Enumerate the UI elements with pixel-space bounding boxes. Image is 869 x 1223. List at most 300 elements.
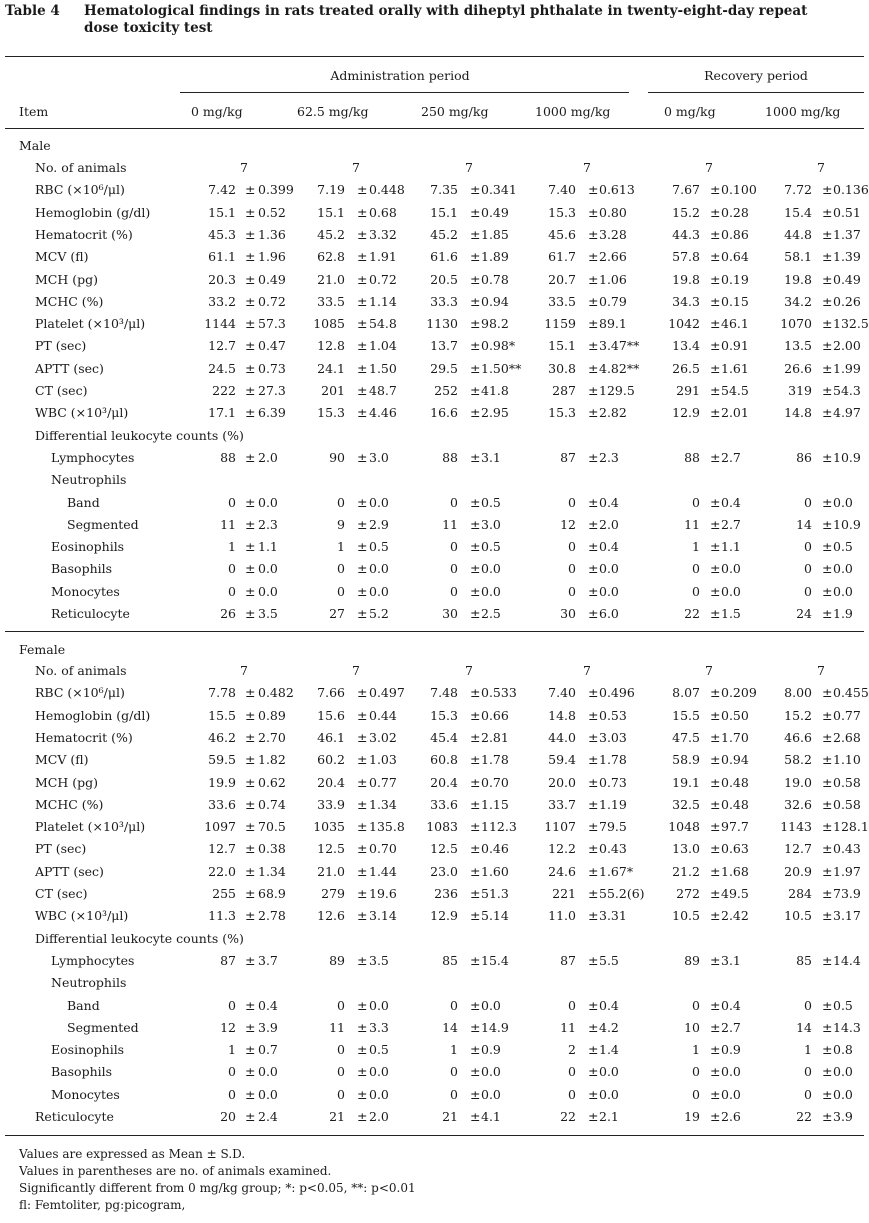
plus-minus-sign: ±: [588, 774, 599, 790]
mean-value: 61.7: [548, 249, 576, 265]
plus-minus-sign: ±: [710, 271, 721, 287]
mean-value: 88: [220, 449, 236, 465]
mean-value: 21: [329, 1109, 345, 1124]
plus-minus-sign: ±: [588, 539, 599, 555]
sd-number: 4.82: [599, 360, 627, 376]
mean-value: 20.0: [548, 774, 576, 790]
row-label: MCHC (%): [35, 293, 104, 309]
mean-value: 1: [692, 539, 700, 555]
table-row: [0, 908, 865, 930]
mean-value: 14.8: [548, 707, 576, 723]
sd-value: [833, 1064, 853, 1079]
row-label: Band: [67, 997, 100, 1013]
sd-number: 0.0: [481, 583, 501, 599]
sd-number: 2.0: [369, 1109, 389, 1124]
sd-value: [599, 1042, 619, 1057]
sd-value: [369, 1042, 389, 1057]
sd-value: [481, 730, 509, 745]
sd-number: 0.86: [721, 226, 749, 242]
sd-number: 49.5: [721, 886, 749, 901]
sd-value: [369, 361, 397, 376]
mean-value: 0: [450, 494, 458, 510]
sd-number: 1.44: [369, 863, 397, 879]
sd-value: [369, 908, 397, 923]
table-row: [0, 584, 865, 606]
plus-minus-sign: ±: [588, 1109, 599, 1124]
footnote: Values in parentheses are no. of animals examined.: [19, 1164, 332, 1178]
mean-value: 85: [442, 952, 458, 968]
plus-minus-sign: ±: [357, 226, 368, 242]
plus-minus-sign: ±: [710, 796, 721, 812]
plus-minus-sign: ±: [588, 819, 599, 835]
sd-value: [721, 561, 741, 576]
plus-minus-sign: ±: [822, 271, 833, 287]
mean-value: 34.2: [784, 293, 812, 309]
table-row: [0, 517, 865, 539]
mean-value: 12.7: [208, 841, 236, 857]
row-label: Monocytes: [51, 583, 120, 599]
mean-value: 13.0: [672, 841, 700, 857]
sd-value: [481, 708, 509, 723]
sd-value: [721, 1064, 741, 1079]
sd-number: 1.14: [369, 293, 397, 309]
mean-value: 12: [220, 1019, 236, 1035]
sd-value: [721, 1109, 741, 1124]
mean-value: 7: [352, 663, 360, 678]
mean-value: 0: [568, 1064, 576, 1080]
plus-minus-sign: ±: [588, 271, 599, 287]
plus-minus-sign: ±: [245, 1064, 256, 1080]
plus-minus-sign: ±: [710, 886, 721, 901]
sd-number: 48.7: [369, 383, 397, 398]
footnote: Significantly different from 0 mg/kg group; *: p<0.05, **: p<0.01: [19, 1181, 416, 1195]
item-column-header: Item: [19, 104, 49, 119]
table-row: [0, 361, 865, 383]
mean-value: 19.8: [672, 271, 700, 287]
row-label: Segmented: [67, 516, 139, 532]
sd-value: [721, 272, 749, 287]
mean-value: 19.8: [784, 271, 812, 287]
table-row: [0, 450, 865, 472]
sd-value: [833, 539, 853, 554]
sd-value: [833, 908, 861, 923]
sd-value: [481, 405, 509, 420]
sd-number: 0.48: [721, 796, 749, 812]
sd-number: 0.0: [833, 494, 853, 510]
plus-minus-sign: ±: [822, 561, 833, 577]
plus-minus-sign: ±: [245, 841, 256, 857]
sd-number: 1.04: [369, 338, 397, 354]
sd-number: 0.19: [721, 271, 749, 287]
sd-value: [369, 864, 397, 879]
mean-value: 15.6: [317, 707, 345, 723]
plus-minus-sign: ±: [357, 841, 368, 857]
plus-minus-sign: ±: [710, 1109, 721, 1124]
mean-value: 15.3: [548, 204, 576, 220]
mean-value: 7.35: [430, 182, 458, 198]
sd-number: 0.0: [369, 561, 389, 577]
table-row: [0, 663, 865, 685]
sd-value: [833, 249, 861, 264]
sd-number: 3.9: [258, 1019, 278, 1035]
sd-number: 4.97: [833, 405, 861, 421]
mean-value: 26.6: [784, 360, 812, 376]
sd-value: [599, 249, 627, 264]
col-header-admin-1000: 1000 mg/kg: [535, 104, 611, 119]
sd-value: [833, 841, 861, 856]
sd-value: [721, 205, 749, 220]
table-row: [0, 539, 865, 561]
sd-value: [481, 841, 509, 856]
sd-value: [481, 998, 501, 1013]
sd-number: 0.89: [258, 707, 286, 723]
plus-minus-sign: ±: [710, 606, 721, 621]
mean-value: 0: [228, 583, 236, 599]
sd-value: [369, 450, 389, 465]
plus-minus-sign: ±: [710, 841, 721, 857]
sd-number: 0.72: [258, 293, 286, 309]
mean-value: 58.9: [672, 752, 700, 768]
mean-value: 0: [228, 1086, 236, 1102]
table-row: [0, 472, 865, 494]
female-section-title: [0, 642, 865, 664]
mean-value: 15.5: [672, 707, 700, 723]
mean-value: 21: [442, 1109, 458, 1124]
sd-number: 1.19: [599, 796, 627, 812]
plus-minus-sign: ±: [245, 293, 256, 309]
sd-value: [258, 1064, 278, 1079]
mean-value: 1: [804, 1042, 812, 1058]
table-row: [0, 272, 865, 294]
table-row: [0, 294, 865, 316]
mean-value: 7: [240, 663, 248, 678]
sd-value: [721, 708, 749, 723]
sd-number: 0.4: [599, 997, 619, 1013]
mean-value: 7: [240, 160, 248, 175]
sd-number: 3.31: [599, 908, 627, 924]
mean-value: 89: [329, 952, 345, 968]
table-row: [0, 1087, 865, 1109]
plus-minus-sign: ±: [822, 774, 833, 790]
sd-value: [258, 864, 286, 879]
sd-number: 10.9: [833, 516, 861, 532]
sd-value: [481, 338, 515, 353]
sd-number: 0.70: [369, 841, 397, 857]
sd-value: [833, 1042, 853, 1057]
sd-value: [599, 606, 619, 621]
sd-value: [369, 1020, 389, 1035]
sd-value: [599, 1020, 619, 1035]
sd-number: 54.8: [369, 316, 397, 332]
sd-value: [481, 1042, 501, 1057]
row-label: CT (sec): [35, 383, 88, 398]
sd-value: [833, 294, 861, 309]
plus-minus-sign: ±: [822, 729, 833, 745]
sd-number: 5.5: [599, 952, 619, 968]
sd-value: [721, 338, 749, 353]
sd-number: 0.52: [258, 204, 286, 220]
table-row: [0, 227, 865, 249]
sd-value: [258, 405, 286, 420]
sd-number: 1.50: [481, 360, 509, 376]
sd-number: 0.28: [721, 204, 749, 220]
plus-minus-sign: ±: [470, 249, 481, 265]
sd-number: 2.7: [721, 1019, 741, 1035]
plus-minus-sign: ±: [822, 819, 833, 835]
mean-value: 24.6: [548, 863, 576, 879]
mean-value: 1070: [780, 316, 812, 332]
mean-value: 11.3: [208, 908, 236, 924]
mean-value: 27: [329, 606, 345, 621]
plus-minus-sign: ±: [357, 997, 368, 1013]
mean-value: 0: [692, 1086, 700, 1102]
mean-value: 236: [434, 886, 458, 901]
row-label: MCH (pg): [35, 774, 98, 790]
plus-minus-sign: ±: [357, 405, 368, 421]
sd-value: [258, 383, 286, 398]
sd-number: 10.9: [833, 449, 861, 465]
plus-minus-sign: ±: [470, 316, 481, 332]
sd-value: [721, 685, 757, 700]
sd-number: 5.14: [481, 908, 509, 924]
plus-minus-sign: ±: [245, 685, 256, 701]
plus-minus-sign: ±: [245, 952, 256, 968]
mean-value: 20.3: [208, 271, 236, 287]
mean-value: 46.2: [208, 729, 236, 745]
sd-number: 3.3: [369, 1019, 389, 1035]
plus-minus-sign: ±: [470, 1042, 481, 1058]
sd-value: [721, 998, 741, 1013]
sd-value: [833, 361, 861, 376]
table-row: [0, 1109, 865, 1131]
significance-marker: **: [626, 338, 640, 354]
table-row: [0, 338, 865, 360]
plus-minus-sign: ±: [470, 886, 481, 901]
mean-value: 58.1: [784, 249, 812, 265]
mean-value: 61.1: [208, 249, 236, 265]
table-row: [0, 998, 865, 1020]
sd-value: [599, 294, 627, 309]
mean-value: 33.7: [548, 796, 576, 812]
mean-value: 1: [450, 1042, 458, 1058]
plus-minus-sign: ±: [710, 774, 721, 790]
sd-value: [258, 886, 286, 901]
sd-number: 0.53: [599, 707, 627, 723]
plus-minus-sign: ±: [710, 293, 721, 309]
sd-value: [481, 272, 509, 287]
table-row: [0, 1020, 865, 1042]
sd-number: 1.68: [721, 863, 749, 879]
sd-value: [369, 584, 389, 599]
plus-minus-sign: ±: [710, 685, 721, 701]
row-label: MCV (fl): [35, 249, 89, 265]
sd-value: [833, 182, 869, 197]
plus-minus-sign: ±: [470, 819, 481, 835]
plus-minus-sign: ±: [357, 316, 368, 332]
sd-value: [258, 539, 278, 554]
table-row: [0, 931, 865, 953]
mean-value: 0: [804, 539, 812, 555]
plus-minus-sign: ±: [245, 774, 256, 790]
sd-value: [369, 383, 397, 398]
sd-value: [599, 495, 619, 510]
sd-value: [721, 383, 749, 398]
sd-number: 0.49: [481, 204, 509, 220]
sd-number: 0.0: [258, 583, 278, 599]
mean-value: 45.2: [430, 226, 458, 242]
sd-number: 1.37: [833, 226, 861, 242]
mean-value: 0: [568, 561, 576, 577]
table-row: [0, 561, 865, 583]
mean-value: 0: [692, 997, 700, 1013]
mean-value: 30: [560, 606, 576, 621]
mean-value: 0: [337, 494, 345, 510]
plus-minus-sign: ±: [588, 293, 599, 309]
footnote: fl: Femtoliter, pg:picogram,: [19, 1198, 186, 1212]
plus-minus-sign: ±: [357, 204, 368, 220]
sd-number: 1.82: [258, 752, 286, 768]
table-row: [0, 428, 865, 450]
sd-number: 0.100: [721, 182, 757, 198]
plus-minus-sign: ±: [357, 908, 368, 924]
plus-minus-sign: ±: [588, 383, 599, 398]
sd-number: 0.5: [481, 539, 501, 555]
sd-value: [721, 539, 741, 554]
mean-value: 60.8: [430, 752, 458, 768]
table-row: [0, 685, 869, 707]
mean-value: 0: [450, 1064, 458, 1080]
mean-value: 0: [568, 494, 576, 510]
section-divider-rule: [5, 631, 864, 632]
table-row: [0, 383, 865, 405]
sd-number: 0.0: [721, 583, 741, 599]
male-section-title: [0, 138, 865, 160]
sd-number: 0.482: [258, 685, 294, 701]
mean-value: 1107: [544, 819, 576, 835]
mean-value: 33.5: [548, 293, 576, 309]
table-row: [0, 316, 869, 338]
sd-number: 15.4: [481, 952, 509, 968]
mean-value: 33.6: [208, 796, 236, 812]
sd-number: 0.98: [481, 338, 509, 354]
mean-value: 21.2: [672, 863, 700, 879]
mean-value: 1130: [426, 316, 458, 332]
sd-number: 2.7: [721, 449, 741, 465]
row-label: Lymphocytes: [51, 952, 135, 968]
plus-minus-sign: ±: [588, 516, 599, 532]
sd-value: [599, 316, 627, 331]
footnotes: [19, 1146, 416, 1214]
sd-value: [599, 819, 627, 834]
significance-marker: (6): [626, 886, 645, 901]
mean-value: 279: [321, 886, 345, 901]
mean-value: 45.2: [317, 226, 345, 242]
sd-number: 2.66: [599, 249, 627, 265]
row-label: WBC (×10³/μl): [35, 908, 129, 924]
plus-minus-sign: ±: [470, 997, 481, 1013]
sd-value: [833, 998, 853, 1013]
plus-minus-sign: ±: [822, 841, 833, 857]
sd-value: [721, 227, 749, 242]
plus-minus-sign: ±: [822, 1042, 833, 1058]
plus-minus-sign: ±: [357, 583, 368, 599]
sd-value: [369, 1109, 389, 1124]
mean-value: 2: [568, 1042, 576, 1058]
plus-minus-sign: ±: [822, 338, 833, 354]
plus-minus-sign: ±: [588, 182, 599, 198]
sd-number: 0.0: [833, 1086, 853, 1102]
sd-number: 0.7: [258, 1042, 278, 1058]
mean-value: 32.5: [672, 796, 700, 812]
mean-value: 88: [684, 449, 700, 465]
plus-minus-sign: ±: [470, 405, 481, 421]
mean-value: 12.2: [548, 841, 576, 857]
mean-value: 12: [560, 516, 576, 532]
mean-value: 29.5: [430, 360, 458, 376]
sd-number: 2.5: [481, 606, 501, 621]
sd-value: [833, 886, 861, 901]
table-row: [0, 819, 869, 841]
group-header-administration: Administration period: [330, 68, 470, 83]
sd-number: 0.0: [481, 1064, 501, 1080]
sd-value: [481, 886, 509, 901]
plus-minus-sign: ±: [357, 685, 368, 701]
sd-value: [258, 708, 286, 723]
sd-value: [369, 1087, 389, 1102]
sd-value: [721, 249, 749, 264]
sd-value: [258, 316, 286, 331]
sd-number: 0.72: [369, 271, 397, 287]
mean-value: 14: [796, 516, 812, 532]
sd-value: [833, 1087, 853, 1102]
sd-number: 3.9: [833, 1109, 853, 1124]
plus-minus-sign: ±: [470, 685, 481, 701]
mean-value: 19.9: [208, 774, 236, 790]
sd-number: 0.0: [369, 1064, 389, 1080]
mean-value: 0: [450, 997, 458, 1013]
sd-value: [369, 775, 397, 790]
sd-number: 1.1: [721, 539, 741, 555]
sd-value: [369, 182, 405, 197]
plus-minus-sign: ±: [245, 707, 256, 723]
plus-minus-sign: ±: [357, 494, 368, 510]
sd-value: [599, 953, 619, 968]
plus-minus-sign: ±: [588, 1086, 599, 1102]
sd-number: 0.0: [369, 494, 389, 510]
sd-number: 79.5: [599, 819, 627, 835]
table-row: [0, 752, 865, 774]
plus-minus-sign: ±: [245, 997, 256, 1013]
plus-minus-sign: ±: [710, 729, 721, 745]
sd-number: 2.70: [258, 729, 286, 745]
mean-value: 22: [684, 606, 700, 621]
mean-value: 12.7: [784, 841, 812, 857]
plus-minus-sign: ±: [245, 583, 256, 599]
sd-value: [481, 495, 501, 510]
sd-value: [369, 338, 397, 353]
sd-value: [721, 864, 749, 879]
plus-minus-sign: ±: [470, 908, 481, 924]
mean-value: 19.0: [784, 774, 812, 790]
recovery-underline: [648, 92, 864, 93]
plus-minus-sign: ±: [822, 796, 833, 812]
plus-minus-sign: ±: [245, 819, 256, 835]
sd-number: 0.50: [721, 707, 749, 723]
mean-value: 0: [337, 1042, 345, 1058]
mean-value: 19.1: [672, 774, 700, 790]
plus-minus-sign: ±: [245, 316, 256, 332]
plus-minus-sign: ±: [822, 1064, 833, 1080]
